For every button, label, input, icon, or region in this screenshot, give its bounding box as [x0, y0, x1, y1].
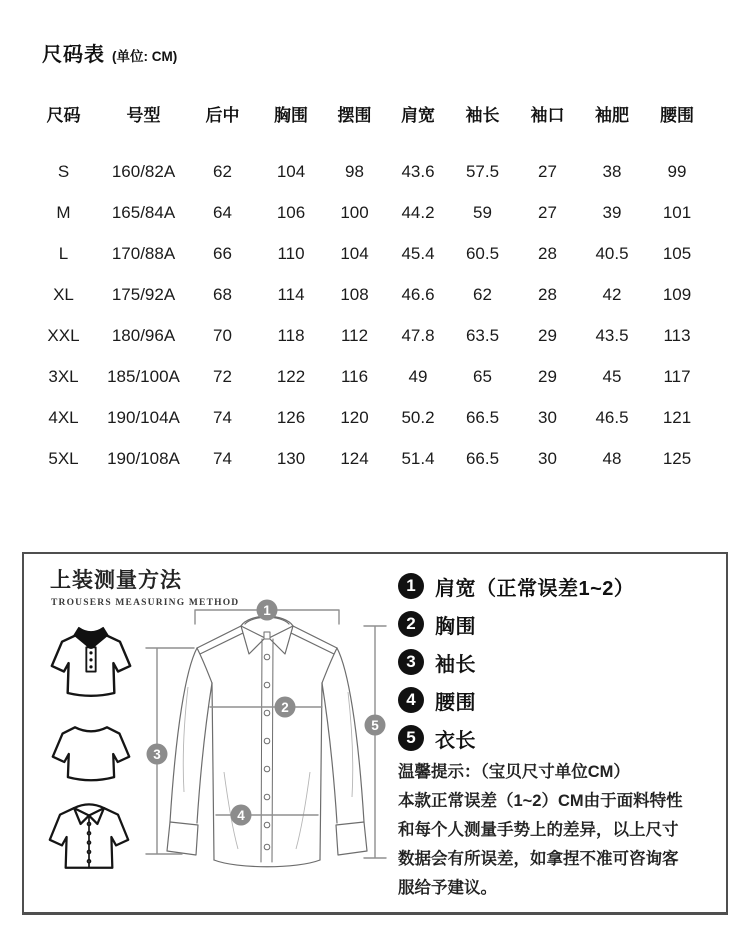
legend-item-1: [398, 573, 634, 599]
table-row-4XL: [26, 397, 710, 438]
legend-label: 袖长: [435, 653, 476, 676]
marker-5-icon: [365, 715, 386, 736]
table-cell: 104: [276, 161, 306, 181]
svg-text:5: 5: [371, 717, 379, 733]
column-header: 尺码: [46, 105, 81, 125]
table-cell: 122: [276, 366, 306, 386]
table-cell: 5XL: [48, 448, 79, 468]
table-cell: 43.5: [595, 325, 629, 345]
table-cell: 74: [213, 407, 232, 427]
table-cell: 30: [538, 448, 557, 468]
tips-title: 温馨提示：（宝贝尺寸单位CM）: [398, 763, 630, 781]
table-cell: 43.6: [401, 161, 435, 181]
marker-2-icon: [275, 697, 296, 718]
table-cell: 108: [340, 284, 369, 304]
table-cell: 185/100A: [107, 366, 180, 386]
table-row-3XL: [26, 356, 710, 397]
column-header: 袖肥: [595, 105, 629, 125]
length-measure-line: [364, 626, 386, 858]
table-cell: 44.2: [401, 202, 435, 222]
column-header: 袖长: [465, 105, 500, 125]
table-cell: 72: [213, 366, 232, 386]
table-cell: 28: [538, 243, 557, 263]
table-cell: M: [56, 202, 71, 222]
table-cell: 125: [662, 448, 692, 468]
table-row-M: [26, 192, 710, 233]
table-cell: 49: [408, 366, 428, 386]
table-cell: 46.5: [595, 407, 629, 427]
table-cell: 3XL: [48, 366, 79, 386]
table-cell: 110: [277, 243, 305, 263]
table-cell: 51.4: [401, 448, 435, 468]
marker-4-icon: [231, 805, 252, 826]
measure-method-box: [22, 552, 728, 915]
table-cell: 29: [538, 366, 557, 386]
table-cell: 180/96A: [111, 325, 176, 345]
column-header: 袖口: [530, 105, 565, 125]
svg-text:1: 1: [263, 602, 271, 618]
tips-line: 和每个人测量手势上的差异，以上尺寸: [398, 821, 679, 839]
page-title-text: 尺码表: [42, 44, 105, 66]
table-cell: 100: [340, 202, 369, 222]
table-cell: 113: [663, 325, 691, 345]
tips-line: 本款正常误差（1~2）CM由于面料特性: [398, 792, 683, 810]
table-cell: 118: [277, 325, 305, 345]
table-cell: 160/82A: [111, 161, 176, 181]
polo-shirt-icon: [49, 624, 133, 706]
legend-label: 腰围: [435, 691, 476, 714]
svg-text:4: 4: [237, 807, 245, 823]
table-cell: 70: [213, 325, 232, 345]
numbered-circle-icon: 2: [398, 611, 424, 637]
svg-text:3: 3: [153, 746, 161, 762]
table-cell: 40.5: [595, 243, 629, 263]
table-cell: 114: [277, 284, 305, 304]
legend-item-5: [398, 725, 634, 751]
table-cell: 109: [662, 284, 692, 304]
legend-label: 肩宽（正常误差1~2）: [435, 577, 635, 600]
tips-line: 服给予建议。: [398, 879, 497, 897]
table-cell: 120: [340, 407, 369, 427]
table-cell: 65: [473, 366, 492, 386]
table-cell: 66.5: [465, 407, 500, 427]
table-cell: 62: [213, 161, 232, 181]
table-cell: 66.5: [465, 448, 500, 468]
table-cell: 42: [602, 284, 622, 304]
page-title: [42, 38, 177, 67]
table-cell: 57.5: [465, 161, 500, 181]
table-cell: 112: [340, 325, 369, 345]
column-header: 后中: [205, 105, 240, 125]
table-cell: S: [57, 161, 70, 181]
table-row-L: [26, 233, 710, 274]
legend-item-4: [398, 687, 634, 713]
legend-label: 衣长: [435, 729, 476, 752]
table-cell: L: [58, 243, 69, 263]
table-cell: 29: [538, 325, 557, 345]
column-header: 号型: [126, 105, 161, 125]
page-title-unit: (单位: CM): [112, 49, 178, 64]
table-cell: 74: [213, 448, 232, 468]
measure-legend: [398, 573, 634, 751]
table-cell: 63.5: [465, 325, 500, 345]
table-cell: 165/84A: [111, 202, 176, 222]
table-cell: 68: [213, 284, 232, 304]
legend-item-2: [398, 611, 634, 637]
table-row-S: [26, 151, 710, 192]
table-cell: 126: [276, 407, 306, 427]
numbered-circle-icon: 5: [398, 725, 424, 751]
measure-method-title: 上装测量方法: [50, 569, 182, 592]
numbered-circle-icon: 4: [398, 687, 424, 713]
table-cell: 170/88A: [111, 243, 176, 263]
table-cell: 47.8: [401, 325, 435, 345]
legend-label: 胸围: [435, 615, 476, 638]
table-cell: 116: [340, 366, 369, 386]
table-cell: 50.2: [401, 407, 435, 427]
numbered-circle-icon: 1: [398, 573, 424, 599]
table-row-XXL: [26, 315, 710, 356]
table-cell: 190/104A: [107, 407, 180, 427]
size-table-body: [26, 151, 710, 479]
table-cell: 124: [340, 448, 369, 468]
table-cell: XL: [53, 284, 74, 304]
table-cell: 175/92A: [111, 284, 176, 304]
table-row-5XL: [26, 438, 710, 479]
column-header: 肩宽: [401, 105, 435, 125]
table-cell: 106: [276, 202, 306, 222]
table-cell: 121: [662, 407, 692, 427]
tips-line: 数据会有所误差，如拿捏不准可咨询客: [398, 850, 679, 868]
table-cell: 48: [602, 448, 622, 468]
column-header: 腰围: [660, 105, 694, 125]
table-cell: 30: [538, 407, 557, 427]
table-cell: 66: [213, 243, 232, 263]
marker-1-icon: [257, 600, 278, 621]
table-cell: 45: [602, 366, 622, 386]
table-cell: 27: [538, 161, 557, 181]
table-cell: 98: [345, 161, 364, 181]
measure-method-subtitle: TROUSERS MEASURING METHOD: [51, 598, 240, 608]
table-cell: 104: [340, 243, 369, 263]
table-cell: 99: [667, 161, 687, 181]
svg-text:2: 2: [281, 699, 289, 715]
size-table-header-row: [26, 96, 710, 130]
table-cell: 45.4: [401, 243, 435, 263]
table-cell: 38: [602, 161, 622, 181]
numbered-circle-icon: 3: [398, 649, 424, 675]
table-cell: 4XL: [48, 407, 79, 427]
column-header: 胸围: [274, 105, 308, 125]
table-cell: 59: [473, 202, 492, 222]
table-cell: 39: [602, 202, 622, 222]
marker-3-icon: [147, 744, 168, 765]
table-cell: 101: [662, 202, 692, 222]
table-cell: 28: [538, 284, 557, 304]
tips-block: [398, 758, 728, 903]
table-cell: 190/108A: [107, 448, 180, 468]
table-cell: 27: [538, 202, 557, 222]
column-header: 摆围: [337, 105, 372, 125]
table-cell: 46.6: [401, 284, 435, 304]
table-cell: 105: [662, 243, 692, 263]
table-cell: 62: [473, 284, 492, 304]
table-row-XL: [26, 274, 710, 315]
shirt-measurement-diagram: [142, 577, 397, 877]
table-cell: 64: [213, 202, 232, 222]
table-cell: XXL: [47, 325, 80, 345]
tshirt-icon: [51, 718, 131, 790]
button-shirt-icon: [47, 796, 131, 878]
table-cell: 130: [276, 448, 306, 468]
size-table: [26, 96, 710, 479]
table-cell: 117: [663, 366, 691, 386]
table-cell: 60.5: [465, 243, 500, 263]
legend-item-3: [398, 649, 634, 675]
